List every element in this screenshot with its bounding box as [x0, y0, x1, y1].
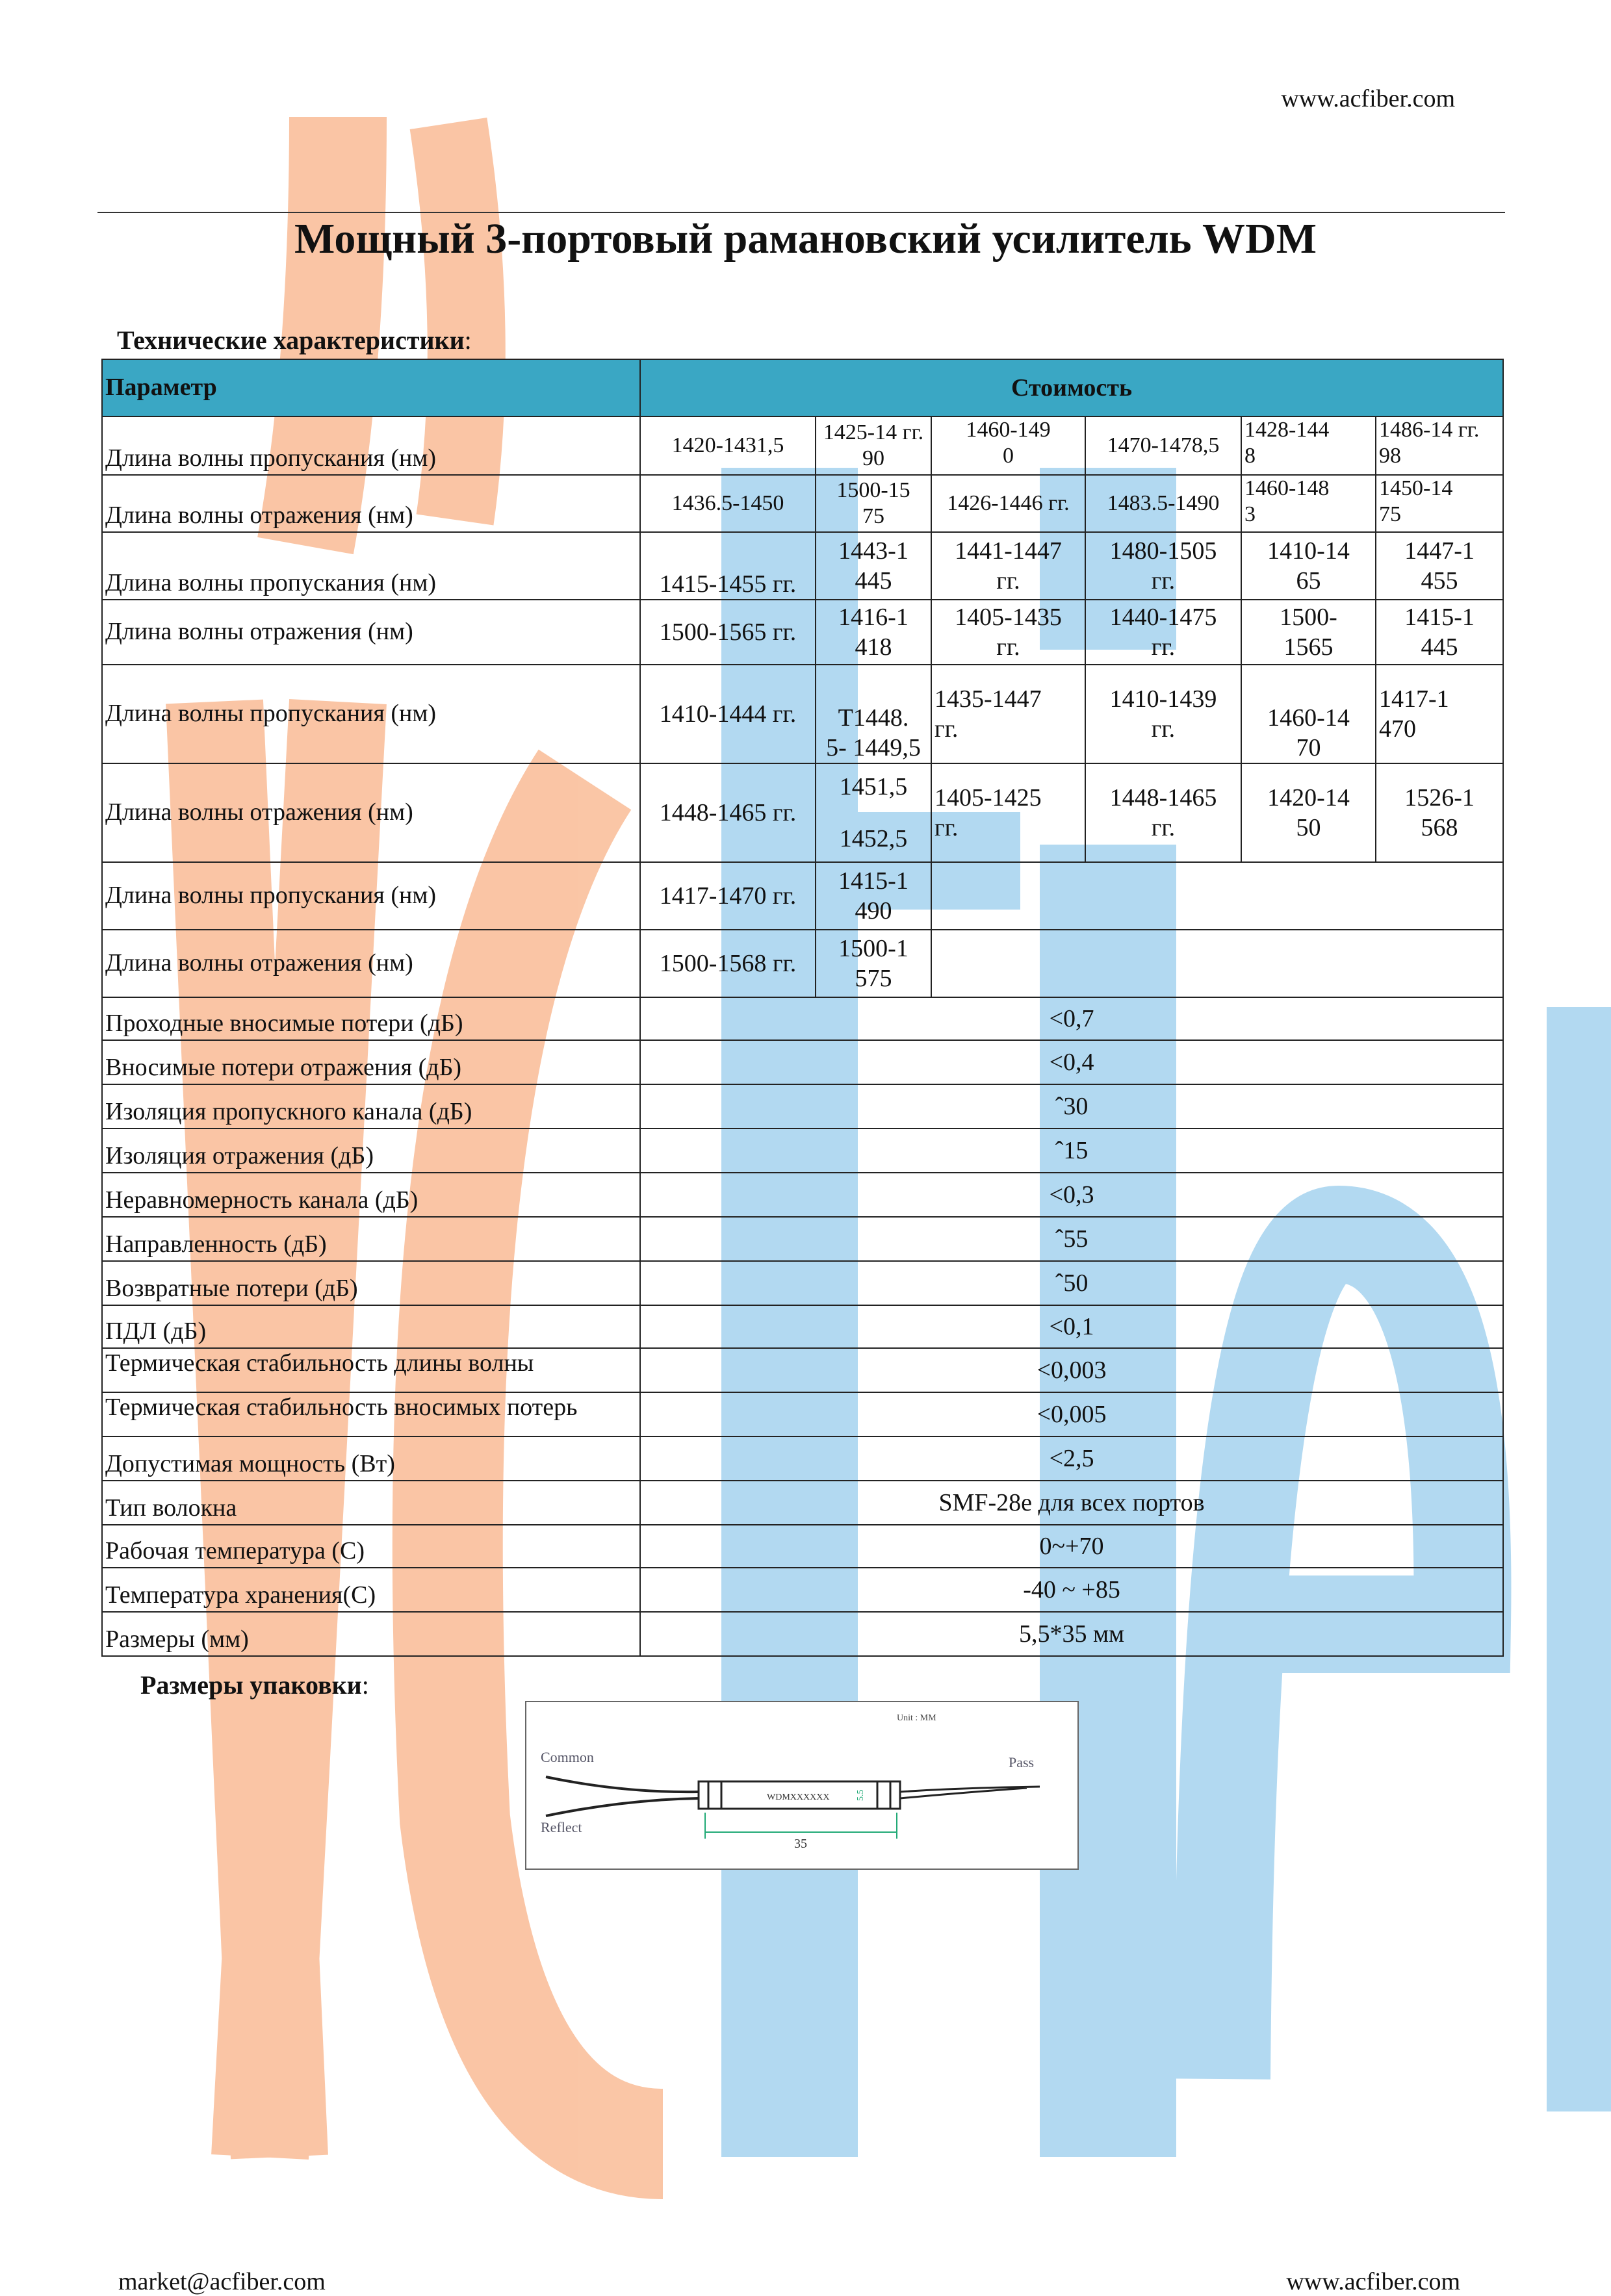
input-fibers [546, 1777, 699, 1816]
param-label: Неравномерность канала (дБ) [102, 1173, 640, 1217]
table-row [102, 930, 1503, 997]
table-row [102, 475, 1503, 532]
param-label: Термическая стабильность вносимых потерь [102, 1392, 640, 1436]
value-cell: 1451,5 1452,5 [816, 763, 931, 862]
value-cell: 1460-148 3 [1241, 475, 1376, 532]
value-cell: 1428-144 8 [1241, 416, 1376, 475]
value-cell: 1405-1435 гг. [931, 600, 1085, 665]
value-cell: 1420-14 50 [1241, 763, 1376, 862]
value-cell: SMF-28e для всех портов [640, 1481, 1503, 1525]
value-cell: 1486-14 гг. 98 [1376, 416, 1503, 475]
value-cell: 1405-1425 гг. [931, 763, 1085, 862]
value-cell: ˆ50 [640, 1261, 1503, 1305]
param-label: Изоляция отражения (дБ) [102, 1129, 640, 1173]
table-row [102, 416, 1503, 475]
value-cell: 1500-1565 гг. [640, 600, 816, 665]
value-cell: <0,005 [640, 1392, 1503, 1436]
param-label: Длина волны пропускания (нм) [102, 532, 640, 600]
param-label: Направленность (дБ) [102, 1217, 640, 1261]
param-label: Длина волны пропускания (нм) [102, 665, 640, 763]
value-cell: 1415-1455 гг. [640, 532, 816, 600]
diameter-label: 5.5 [856, 1789, 866, 1801]
table-row [102, 1525, 1503, 1568]
package-dimension-drawing [525, 1701, 1079, 1870]
table-row [102, 763, 1503, 862]
table-row [102, 1084, 1503, 1129]
value-cell: 1426-1446 гг. [931, 475, 1085, 532]
table-row [102, 1040, 1503, 1084]
param-label: Длина волны отражения (нм) [102, 600, 640, 665]
value-cell: 1448-1465 гг. [640, 763, 816, 862]
value-cell: 1450-14 75 [1376, 475, 1503, 532]
footer-url[interactable]: www.acfiber.com [1286, 2268, 1460, 2295]
table-row [102, 665, 1503, 763]
param-label: Изоляция пропускного канала (дБ) [102, 1084, 640, 1129]
value-cell: <0,3 [640, 1173, 1503, 1217]
value-cell: 1416-1 418 [816, 600, 931, 665]
param-label: Возвратные потери (дБ) [102, 1261, 640, 1305]
value-cell: 1460-14 70 [1241, 665, 1376, 763]
output-fiber [900, 1787, 1040, 1798]
value-cell: 1443-1 445 [816, 532, 931, 600]
value-cell: 1441-1447 гг. [931, 532, 1085, 600]
table-row [102, 600, 1503, 665]
param-label: Длина волны отражения (нм) [102, 763, 640, 862]
table-row [102, 1348, 1503, 1392]
empty-cell [931, 862, 1503, 930]
table-row [102, 1173, 1503, 1217]
value-cell: 1415-1 490 [816, 862, 931, 930]
value-cell: 1415-1 445 [1376, 600, 1503, 665]
table-row [102, 1261, 1503, 1305]
package-section-label: Размеры упаковки: [140, 1670, 369, 1700]
param-label: Рабочая температура (С) [102, 1525, 640, 1568]
param-label: ПДЛ (дБ) [102, 1305, 640, 1348]
header-url[interactable]: www.acfiber.com [1281, 85, 1455, 112]
param-label: Вносимые потери отражения (дБ) [102, 1040, 640, 1084]
value-cell: 1500-15 75 [816, 475, 931, 532]
value-cell: 1526-1 568 [1376, 763, 1503, 862]
param-label: Термическая стабильность длины волны [102, 1348, 640, 1392]
table-row [102, 1129, 1503, 1173]
table-row [102, 997, 1503, 1040]
spec-section-label: Технические характеристики: [117, 325, 472, 355]
value-cell: <0,1 [640, 1305, 1503, 1348]
param-label: Проходные вносимые потери (дБ) [102, 997, 640, 1040]
length-label: 35 [794, 1837, 807, 1851]
param-label: Длина волны пропускания (нм) [102, 862, 640, 930]
param-label: Тип волокна [102, 1481, 640, 1525]
value-cell: <0,4 [640, 1040, 1503, 1084]
diagram-common-label: Common [541, 1749, 594, 1765]
table-row [102, 532, 1503, 600]
table-row [102, 1217, 1503, 1261]
value-cell: 1417-1 470 [1376, 665, 1503, 763]
value-cell: 1410-1444 гг. [640, 665, 816, 763]
value-cell: 1470-1478,5 [1085, 416, 1241, 475]
diagram-unit-label: Unit : MM [897, 1713, 936, 1723]
value-cell: 1425-14 гг. 90 [816, 416, 931, 475]
value-cell: 0~+70 [640, 1525, 1503, 1568]
value-cell: 1500-1568 гг. [640, 930, 816, 997]
value-cell: 1460-149 0 [931, 416, 1085, 475]
value-cell: 1447-1 455 [1376, 532, 1503, 600]
table-row [102, 1305, 1503, 1348]
value-cell: 1480-1505 гг. [1085, 532, 1241, 600]
value-cell: -40 ~ +85 [640, 1568, 1503, 1612]
value-cell: 5,5*35 мм [640, 1612, 1503, 1656]
header-param: Параметр [102, 359, 640, 416]
value-cell: 1420-1431,5 [640, 416, 816, 475]
header-value: Стоимость [640, 359, 1503, 416]
value-cell: 1435-1447 гг. [931, 665, 1085, 763]
header-divider [97, 212, 1505, 213]
value-cell: ˆ55 [640, 1217, 1503, 1261]
param-label: Длина волны отражения (нм) [102, 475, 640, 532]
value-cell: ˆ15 [640, 1129, 1503, 1173]
value-cell: <0,7 [640, 997, 1503, 1040]
param-label: Длина волны пропускания (нм) [102, 416, 640, 475]
value-cell: 1483.5-1490 [1085, 475, 1241, 532]
empty-cell [931, 930, 1503, 997]
table-row [102, 1481, 1503, 1525]
spec-table [101, 359, 1504, 1657]
table-row [102, 1612, 1503, 1656]
value-cell: <2,5 [640, 1436, 1503, 1481]
table-row [102, 1436, 1503, 1481]
param-label: Размеры (мм) [102, 1612, 640, 1656]
value-cell: 1500-1 575 [816, 930, 931, 997]
table-row [102, 1568, 1503, 1612]
param-label: Температура хранения(С) [102, 1568, 640, 1612]
value-cell: 1410-1439 гг. [1085, 665, 1241, 763]
param-label: Длина волны отражения (нм) [102, 930, 640, 997]
value-cell: T1448. 5- 1449,5 [816, 665, 931, 763]
value-cell: 1436.5-1450 [640, 475, 816, 532]
param-label: Допустимая мощность (Вт) [102, 1436, 640, 1481]
value-cell: 1440-1475 гг. [1085, 600, 1241, 665]
diagram-pass-label: Pass [1009, 1754, 1035, 1770]
value-cell: 1500- 1565 [1241, 600, 1376, 665]
diagram-reflect-label: Reflect [541, 1819, 582, 1835]
table-row [102, 1392, 1503, 1436]
device-marking: WDMXXXXXX [767, 1792, 830, 1802]
value-cell: 1448-1465 гг. [1085, 763, 1241, 862]
value-cell: 1410-14 65 [1241, 532, 1376, 600]
value-cell: 1417-1470 гг. [640, 862, 816, 930]
page-title: Мощный 3-портовый рамановский усилитель WDM [294, 215, 1317, 262]
footer-email[interactable]: market@acfiber.com [118, 2268, 326, 2295]
value-cell: <0,003 [640, 1348, 1503, 1392]
value-cell: ˆ30 [640, 1084, 1503, 1129]
table-header-row [102, 359, 1503, 416]
table-row [102, 862, 1503, 930]
